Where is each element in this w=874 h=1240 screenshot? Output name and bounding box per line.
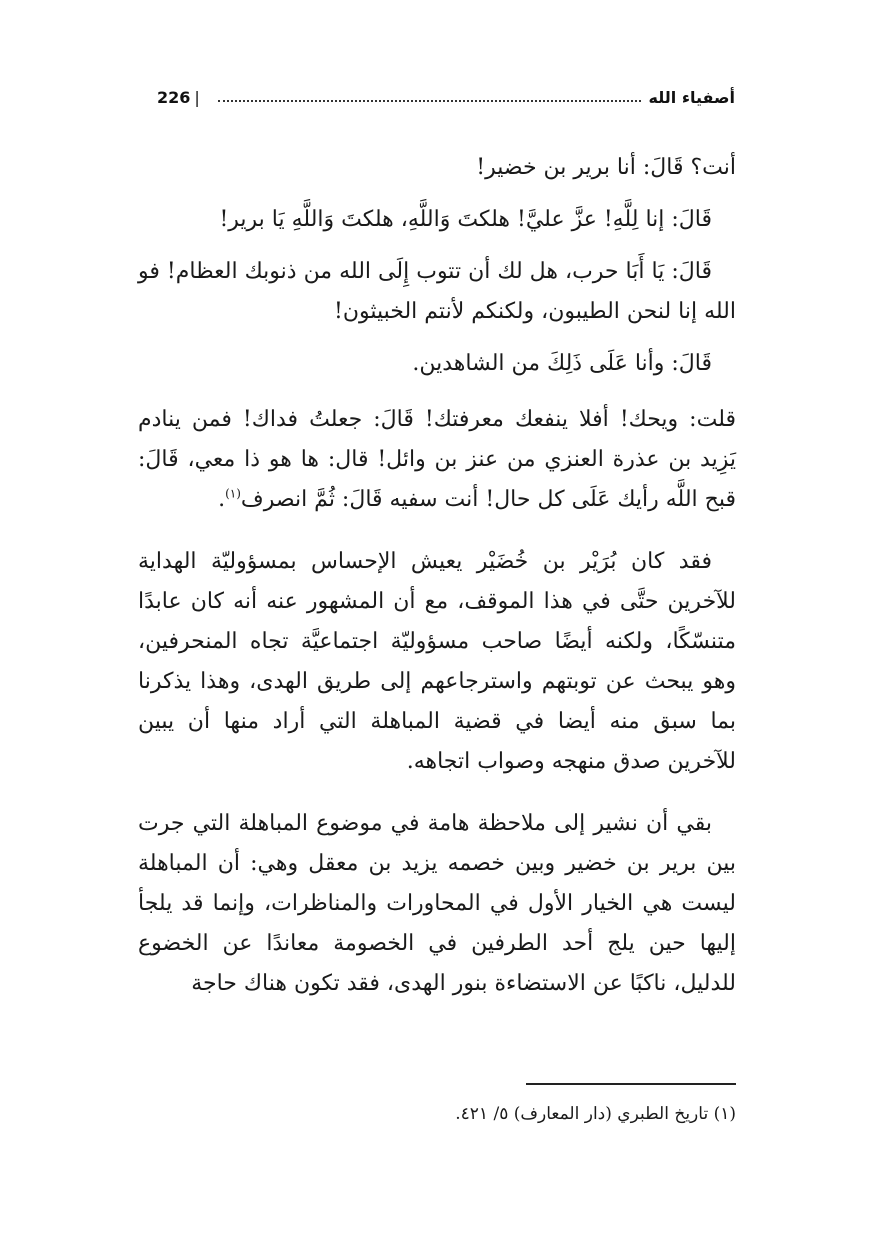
- header-leader-dots: [218, 100, 641, 102]
- paragraph-5: [138, 400, 736, 520]
- paragraph-5-end: .: [218, 487, 226, 512]
- running-header: [157, 82, 735, 112]
- paragraph-2: قَالَ: إنا لِلَّهِ! عزَّ عليَّ! هلكتَ وَاللَّهِ، هلكتَ وَاللَّهِ يَا برير!: [219, 207, 712, 232]
- footnote-rule: [526, 1083, 736, 1085]
- paragraph-5-text: قلت: ويحك! أفلا ينفعك معرفتك! قَالَ: جعلتُ فداك! فمن ينادم يَزِيد بن عذرة العنزي من عنز بن وائل! قال: ها هو ذا معي، قَالَ: قبح اللَّه رأيك عَلَى كل حال! أنت سفيه قَالَ: ثُمَّ انصرف: [138, 407, 737, 512]
- header-separator: |: [194, 87, 200, 107]
- book-title: أصفياء الله: [648, 87, 735, 107]
- paragraph-4: قَالَ: وأنا عَلَى ذَلِكَ من الشاهدين.: [412, 351, 712, 376]
- paragraph-7: بقي أن نشير إلى ملاحظة هامة في موضوع المباهلة التي جرت بين برير بن خضير وبين خصمه يزيد بن معقل وهي: أن المباهلة ليست هي الخيار الأول في المحاورات والمناظرات، وإنما قد يلجأ إليها حين يلج أحد الطرفين في الخصومة معاندًا عن الخضوع للدليل، ناكبًا عن الاستضاءة بنور الهدى، فقد تكون هناك حاجة: [138, 811, 736, 996]
- page-number: 226: [157, 87, 191, 107]
- paragraph-6: فقد كان بُرَيْر بن خُضَيْر يعيش الإحساس بمسؤوليّة الهداية للآخرين حتَّى في هذا الموقف، مع أن المشهور عنه أنه كان عابدًا متنسّكًا، ولكنه أيضًا صاحب مسؤوليّة اجتماعيَّة تجاه المنحرفين، وهو يبحث عن توبتهم واسترجاعهم إلى طريق الهدى، وهذا يذكرنا بما سبق منه أيضا في قضية المباهلة التي أراد منها أن يبين للآخرين صدق منهجه وصواب اتجاهه.: [138, 549, 736, 774]
- paragraph-1: أنت؟ قَالَ: أنا برير بن خضير!: [476, 155, 736, 180]
- footnote-ref[interactable]: (١): [225, 486, 241, 501]
- page-body: [138, 148, 736, 1004]
- paragraph-3: قَالَ: يَا أَبَا حرب، هل لك أن تتوب إِلَى الله من ذنوبك العظام! فو الله إنا لنحن الطيبون، ولكنكم لأنتم الخبيثون!: [138, 259, 736, 324]
- footnote: (١) تاريخ الطبري (دار المعارف) ٥/ ٤٢١.: [455, 1104, 736, 1124]
